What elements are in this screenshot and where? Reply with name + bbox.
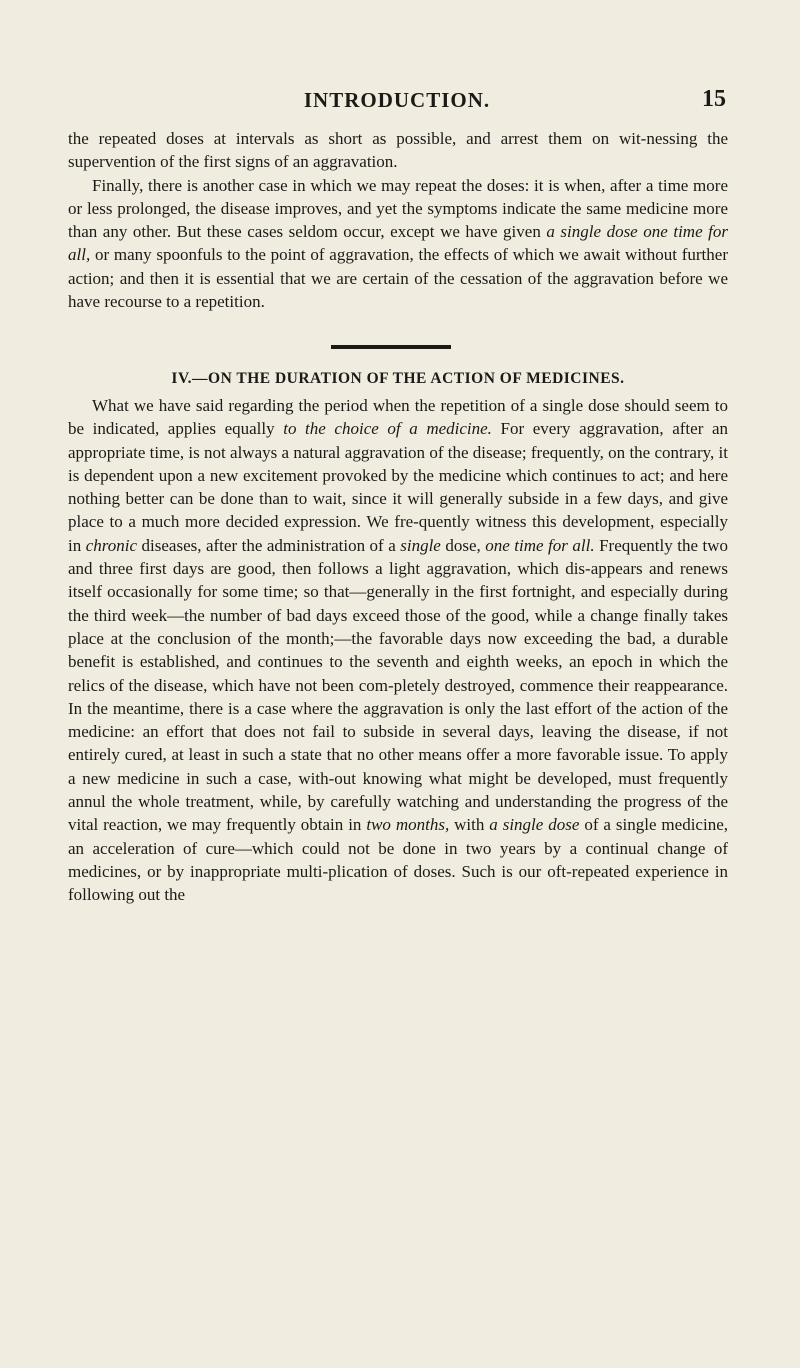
text-run: For every aggravation, after an appropriate time, is not always a natural aggravation of the disease; frequently, on the contrary, it is dependent upon a new excitement provoked by the medicine which continues to act; and here nothing better can be done than to wait, since it will generally subside in a few days, and give place to a much more decided expression. We fre-quently witness this development, especially in — [68, 419, 729, 555]
text-run: Frequently the two and three first days are good, then follows a light aggravation, which dis-appears and renews itself occasionally for some time; so that—generally in the first fortnight, and especially during the third week—the number of bad days exceed those of the good, while a change finally takes place at the conclusion of the month;—the favorable days now exceeding the bad, a durable benefit is established, and continues to the seventh and eighth weeks, an epoch in which the relics of the disease, which have not been com-pletely destroyed, commence their reappearance. In the meantime, there is a case where the aggravation is only the last effort of the action of the medicine: an effort that does not fail to subside in several days, leaving the disease, if not entirely cured, at least in such a state that no other means offer a more favorable issue. To apply a new medicine in such a case, with-out knowing what might be developed, must frequently annul the whole treatment, while, by carefully watching and understanding the progress of the vital reaction, we may frequently obtain in — [68, 535, 728, 835]
paragraph-finally — [68, 174, 728, 314]
italic-run: to the choice of a medicine. — [283, 419, 492, 439]
italic-run: one time for all. — [485, 535, 595, 555]
text-run: with — [449, 815, 490, 835]
section-divider — [331, 345, 451, 349]
italic-run: a single dose — [489, 815, 580, 835]
text-run: diseases, after the administration of a — [137, 535, 401, 555]
page-number: 15 — [702, 86, 726, 112]
text-run: Finally, there is another case in which we may repeat the doses: it is when, after a time more or less prolonged, the disease improves, and yet the symptoms indicate the same medicine more than any other. But these cases seldom occur, except we have given — [68, 175, 728, 242]
italic-run: a single dose one time for all, — [68, 222, 728, 265]
running-head — [68, 88, 726, 118]
running-title: INTRODUCTION. — [303, 88, 491, 112]
text-block-section — [68, 394, 728, 907]
text-block-top — [68, 127, 728, 313]
italic-run: single — [400, 535, 441, 555]
text-run: What we have said regarding the period when the repetition of a single dose should seem to be indicated, applies equally — [68, 396, 728, 439]
text-run: dose, — [440, 535, 486, 555]
italic-run: chronic — [85, 535, 138, 555]
paragraph-continuation: the repeated doses at intervals as short as possible, and arrest them on wit-nessing the supervention of the first signs of an aggravation. — [68, 129, 728, 172]
italic-run: two months, — [366, 815, 450, 835]
paragraph-duration — [68, 394, 728, 907]
text-run: of a single medicine, an acceleration of cure—which could not be done in two years by a continual change of medicines, or by inappropriate multi-plication of doses. Such is our oft-repeated experience in following out the — [68, 815, 728, 905]
text-run: or many spoonfuls to the point of aggravation, the effects of which we await without further action; and then it is essential that we are certain of the cessation of the aggravation before we have recourse to a repetition. — [68, 245, 728, 312]
section-heading: IV.—ON THE DURATION OF THE ACTION OF MEDICINES. — [171, 370, 625, 387]
